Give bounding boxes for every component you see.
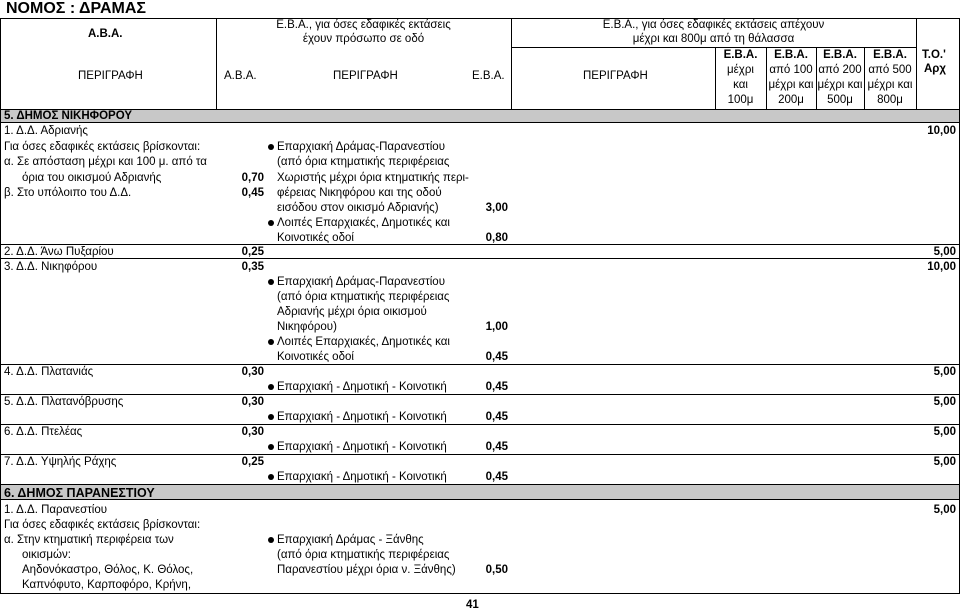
subcol3-l1: Ε.Β.Α. (823, 49, 857, 61)
road-value: 0,45 (485, 441, 508, 453)
row-aba-value: 0,30 (241, 426, 264, 438)
row-aba-value: 0,25 (241, 456, 264, 468)
road-value: 0,45 (485, 381, 508, 393)
row-name: 2. Δ.Δ. Άνω Πυξαρίου (4, 246, 114, 258)
section-5-title: 5. ΔΗΜΟΣ ΝΙΚΗΦΟΡΟΥ (4, 110, 133, 122)
road-label: Επαρχιακή - Δημοτική - Κοινοτική (277, 471, 447, 483)
road1-line2: (από όρια κτηματικής περιφέρειας (277, 156, 450, 168)
subcol2-l4: 200μ (778, 94, 804, 106)
row-a-line4: Καπνόφυτο, Καρποφόρο, Κρήνη, (22, 579, 192, 591)
subcol2-l3: μέχρι και (768, 79, 814, 91)
row-to-value: 10,00 (927, 261, 956, 273)
group1-title-line1: Ε.Β.Α., για όσες εδαφικές εκτάσεις (276, 19, 451, 31)
subcol1-l2: μέχρι (727, 64, 754, 76)
row-to-value: 5,00 (933, 366, 956, 378)
row-b-line1: β. Στο υπόλοιπο του Δ.Δ. (4, 187, 132, 199)
bullet-icon (268, 384, 274, 390)
road2-line1: Λοιπές Επαρχιακές, Δημοτικές και (277, 217, 450, 229)
header-perigrafi-1: ΠΕΡΙΓΡΑΦΗ (78, 70, 143, 82)
road1-line3: Αδριανής μέχρι όρια οικισμού (277, 306, 427, 318)
row-aba-value: 0,25 (241, 246, 264, 258)
road-value: 0,50 (485, 564, 508, 576)
subcol2-l1: Ε.Β.Α. (774, 49, 808, 61)
road-value: 0,45 (485, 471, 508, 483)
header-eba-1: Ε.Β.Α. (472, 70, 505, 82)
road2-line2: Κοινοτικές οδοί (277, 351, 354, 363)
subcol1-l1: Ε.Β.Α. (723, 49, 758, 61)
bullet-icon (268, 144, 274, 150)
group2-title-line1: Ε.Β.Α., για όσες εδαφικές εκτάσεις απέχουν (602, 19, 825, 31)
row-to-value: 5,00 (933, 396, 956, 408)
road1-line1: Επαρχιακή Δράμας-Παρανεστίου (277, 141, 445, 153)
subcol1-l4: 100μ (727, 94, 754, 106)
row-aba-value: 0,35 (241, 261, 264, 273)
row-a-line1: α. Σε απόσταση μέχρι και 100 μ. από τα (4, 156, 207, 168)
subcol4-l4: 800μ (877, 94, 903, 106)
subcol4-l1: Ε.Β.Α. (873, 49, 907, 61)
header-perigrafi-3: ΠΕΡΙΓΡΑΦΗ (583, 70, 648, 82)
subcol3-l4: 500μ (827, 94, 853, 106)
bullet-icon (268, 339, 274, 345)
road1-line5: εισόδου στον οικισμό Αδριανής) (277, 202, 439, 214)
row-name: 5. Δ.Δ. Πλατανόβρυσης (4, 396, 124, 408)
row-b-value: 0,45 (241, 187, 264, 199)
road1-line2: (από όρια κτηματικής περιφέρειας (277, 291, 450, 303)
road2-value: 0,80 (485, 232, 508, 244)
road-label: Επαρχιακή - Δημοτική - Κοινοτική (277, 411, 447, 423)
subcol2-l2: από 100 (769, 64, 813, 76)
row-intro: Για όσες εδαφικές εκτάσεις βρίσκονται: (4, 141, 201, 153)
header-aba-top: Α.Β.Α. (88, 28, 123, 40)
subcol1-l3: και (733, 79, 748, 91)
header-aba: Α.Β.Α. (224, 70, 257, 82)
row-to-value: 10,00 (927, 125, 956, 137)
road1-value: 3,00 (485, 202, 508, 214)
road1-line4: Νικηφόρου) (277, 321, 337, 333)
row-to-value: 5,00 (933, 246, 956, 258)
group1-title-line2: έχουν πρόσωπο σε οδό (302, 33, 425, 45)
road2-value: 0,45 (485, 351, 508, 363)
row-name: 7. Δ.Δ. Υψηλής Ράχης (4, 456, 117, 468)
row-name: 3. Δ.Δ. Νικηφόρου (4, 261, 98, 273)
subcol3-l3: μέχρι και (817, 79, 863, 91)
road-line2: (από όρια κτηματικής περιφέρειας (277, 549, 450, 561)
road-line1: Επαρχιακή Δράμας - Ξάνθης (277, 534, 424, 546)
header-to-l1: Τ.Ο.' (922, 49, 946, 61)
bullet-icon (268, 474, 274, 480)
row-name: 1. Δ.Δ. Παρανεστίου (4, 504, 108, 516)
road-line3: Παρανεστίου μέχρι όρια ν. Ξάνθης) (277, 564, 456, 576)
page-title: ΝΟΜΟΣ : ΔΡΑΜΑΣ (6, 0, 147, 17)
road1-value: 1,00 (485, 321, 508, 333)
row-a-line2: οικισμών: (22, 549, 71, 561)
row-a-line2: όρια του οικισμού Αδριανής (22, 172, 162, 184)
row-a-line3: Αηδονόκαστρο, Θόλος, Κ. Θόλος, (22, 564, 194, 576)
road1-line4: φέρειας Νικηφόρου και της οδού (277, 187, 442, 199)
road2-line2: Κοινοτικές οδοί (277, 232, 354, 244)
row-to-value: 5,00 (933, 456, 956, 468)
subcol3-l2: από 200 (818, 64, 862, 76)
road1-line3: Χωριστής μέχρι όρια κτηματικής περι- (277, 172, 469, 184)
bullet-icon (268, 537, 274, 543)
bullet-icon (268, 444, 274, 450)
road2-line1: Λοιπές Επαρχιακές, Δημοτικές και (277, 336, 450, 348)
bullet-icon (268, 220, 274, 226)
header-perigrafi-2: ΠΕΡΙΓΡΑΦΗ (333, 70, 398, 82)
subcol4-l3: μέχρι και (867, 79, 913, 91)
bullet-icon (268, 414, 274, 420)
header-to-l2: Αρχ (924, 63, 947, 75)
row-a-value: 0,70 (241, 172, 264, 184)
section-6-title: 6. ΔΗΜΟΣ ΠΑΡΑΝΕΣΤΙΟΥ (4, 486, 155, 500)
row-aba-value: 0,30 (241, 366, 264, 378)
road-label: Επαρχιακή - Δημοτική - Κοινοτική (277, 441, 447, 453)
row-intro: Για όσες εδαφικές εκτάσεις βρίσκονται: (4, 519, 201, 531)
row-name: 4. Δ.Δ. Πλατανιάς (4, 366, 94, 378)
road-value: 0,45 (485, 411, 508, 423)
row-name: 6. Δ.Δ. Πτελέας (4, 426, 83, 438)
row-a-line1: α. Στην κτηματική περιφέρεια των (4, 534, 174, 546)
subcol4-l2: από 500 (868, 64, 912, 76)
road1-line1: Επαρχιακή Δράμας-Παρανεστίου (277, 276, 445, 288)
row-to-value: 5,00 (933, 504, 956, 516)
road-label: Επαρχιακή - Δημοτική - Κοινοτική (277, 381, 447, 393)
row-name: 1. Δ.Δ. Αδριανής (4, 125, 88, 137)
row-to-value: 5,00 (933, 426, 956, 438)
row-aba-value: 0,30 (241, 396, 264, 408)
bullet-icon (268, 279, 274, 285)
group2-title-line2: μέχρι και 800μ από τη θάλασσα (632, 33, 795, 45)
page-number: 41 (466, 599, 479, 611)
